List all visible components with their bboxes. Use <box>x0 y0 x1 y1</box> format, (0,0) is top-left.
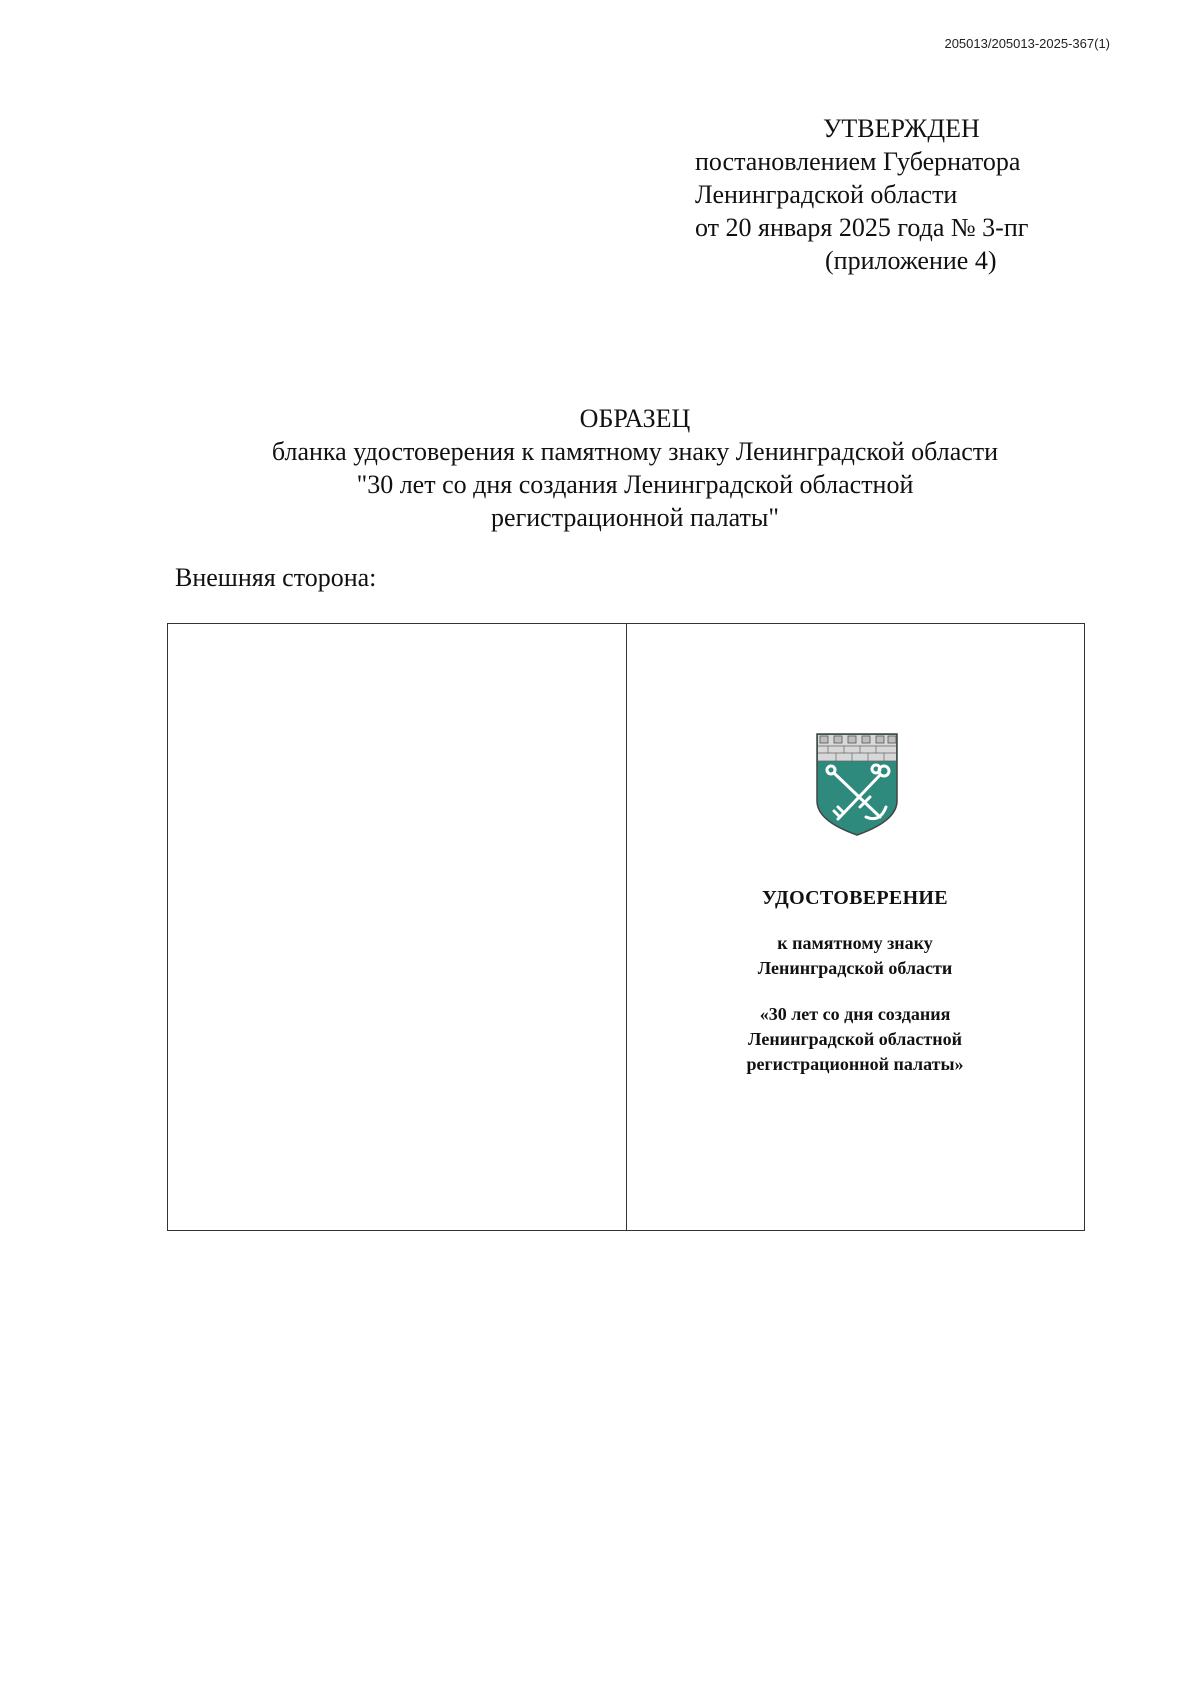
approval-line-2: Ленинградской области <box>695 180 958 209</box>
sample-line-2: "30 лет со дня создания Ленинградской областной <box>356 470 914 499</box>
certificate-subtitle-line-2: Ленинградской области <box>757 958 953 978</box>
outer-side-label: Внешняя сторона: <box>175 563 377 592</box>
certificate-subtitle <box>627 931 1083 981</box>
certificate-blank <box>167 623 1085 1231</box>
sample-line-3: регистрационной палаты" <box>491 503 779 532</box>
certificate-badge-name-line-1: «30 лет со дня создания <box>759 1004 951 1024</box>
coat-of-arms-icon <box>814 731 900 839</box>
certificate-front-panel <box>627 624 1084 1230</box>
document-number: 205013/205013-2025-367(1) <box>944 36 1110 51</box>
certificate-back-panel <box>168 624 627 1230</box>
certificate-badge-name <box>627 1002 1083 1077</box>
approval-annex: (приложение 4) <box>825 246 997 275</box>
sample-line-1: бланка удостоверения к памятному знаку Ленинградской области <box>271 437 999 466</box>
certificate-badge-name-line-2: Ленинградской областной <box>748 1029 962 1049</box>
certificate-subtitle-line-1: к памятному знаку <box>777 933 933 953</box>
approval-stamp-block <box>695 112 1028 277</box>
certificate-title: УДОСТОВЕРЕНИЕ <box>762 887 948 909</box>
sample-heading <box>0 402 1200 534</box>
approval-line-3: от 20 января 2025 года № 3-пг <box>695 213 1029 242</box>
approval-title: УТВЕРЖДЕН <box>823 114 980 143</box>
certificate-badge-name-line-3: регистрационной палаты» <box>746 1054 964 1074</box>
approval-line-1: постановлением Губернатора <box>695 147 1021 176</box>
sample-title: ОБРАЗЕЦ <box>579 404 691 433</box>
